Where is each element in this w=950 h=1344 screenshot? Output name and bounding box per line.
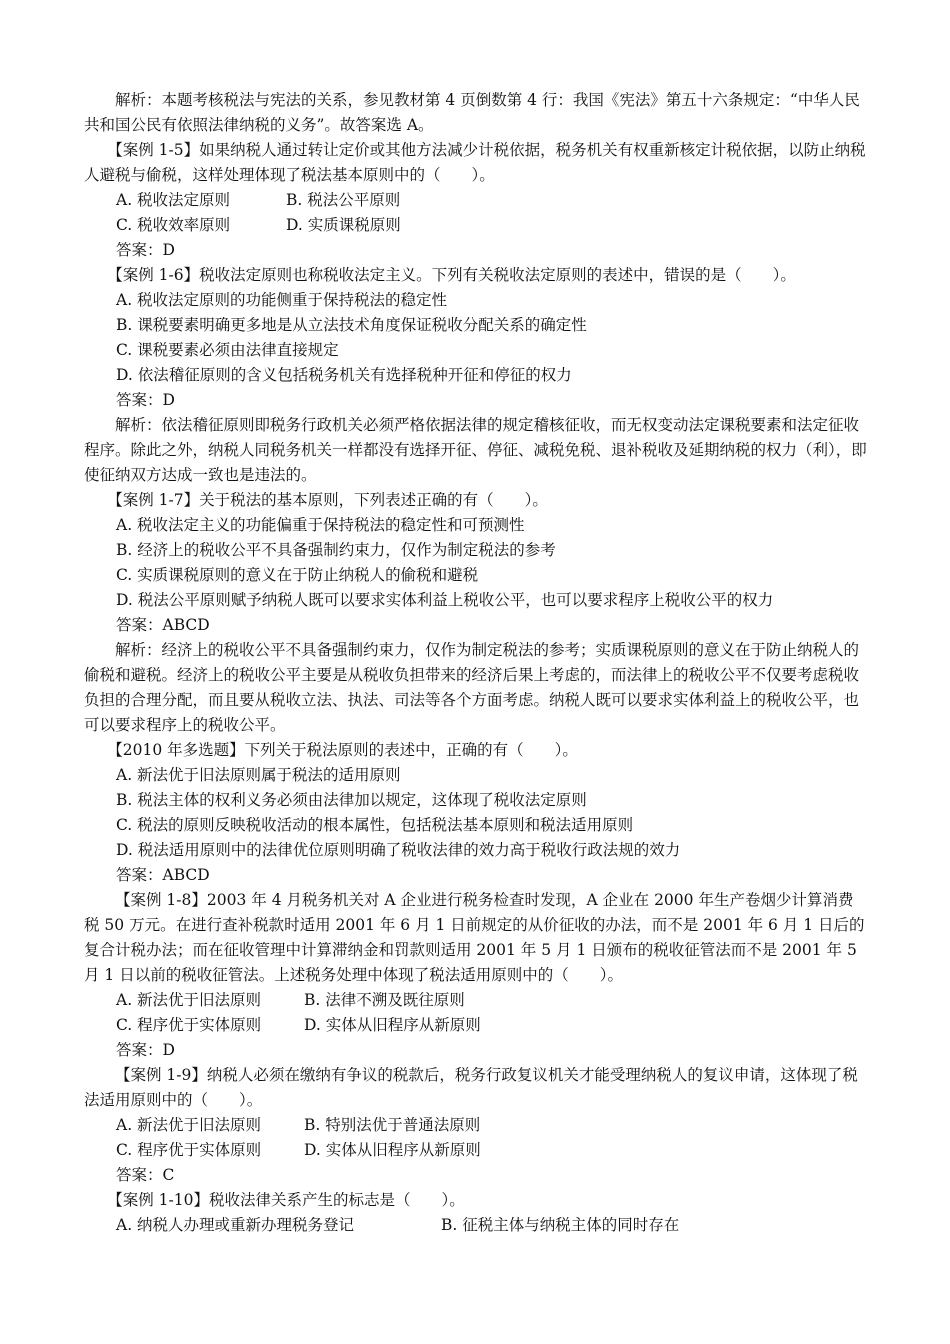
option-row (84, 1213, 868, 1238)
text-line: 答案：D (116, 241, 175, 259)
paragraph: 【2010 年多选题】下列关于税法原则的表述中，正确的有（ ）。 (107, 741, 578, 759)
option-row (84, 213, 868, 238)
text-line: A. 税收法定主义的功能偏重于保持税法的稳定性和可预测性 (116, 516, 525, 534)
text-line: A. 税收法定原则的功能侧重于保持税法的稳定性 (116, 291, 448, 309)
paragraph: 【案例 1-7】关于税法的基本原则，下列表述正确的有（ ）。 (107, 491, 548, 509)
option-row (84, 1138, 868, 1163)
option-text: C. 程序优于实体原则 (116, 1141, 262, 1159)
option-text: B. 特别法优于普通法原则 (304, 1116, 481, 1134)
paragraph: 【案例 1-5】如果纳税人通过转让定价或其他方法减少计税依据，税务机关有权重新核定计税依据，以防止纳税人避税与偷税，这样处理体现了税法基本原则中的（ ）。 (84, 141, 866, 184)
text-line: D. 依法稽征原则的含义包括税务机关有选择税种开征和停征的权力 (116, 366, 572, 384)
text-line: D. 税法适用原则中的法律优位原则明确了税收法律的效力高于税收行政法规的效力 (116, 841, 681, 859)
text-line: 答案：D (116, 391, 175, 409)
option-row (84, 988, 868, 1013)
option-text: D. 实体从旧程序从新原则 (304, 1016, 481, 1034)
text-line: 答案：ABCD (116, 616, 210, 634)
text-line: B. 经济上的税收公平不具备强制约束力，仅作为制定税法的参考 (116, 541, 556, 559)
text-line: 答案：ABCD (116, 866, 210, 884)
option-text: B. 税法公平原则 (286, 191, 401, 209)
paragraph: 解析：依法稽征原则即税务行政机关必须严格依据法律的规定稽核征收，而无权变动法定课税要素和法定征收程序。除此之外，纳税人同税务机关一样都没有选择开征、停征、减税免税、退补税收及延期纳税的权力（利），即使征纳双方达成一致也是违法的。 (84, 416, 867, 484)
option-row (84, 188, 868, 213)
text-line: C. 税法的原则反映税收活动的根本属性，包括税法基本原则和税法适用原则 (116, 816, 634, 834)
option-row (84, 1113, 868, 1138)
option-text: C. 程序优于实体原则 (116, 1016, 262, 1034)
option-text: D. 实质课税原则 (286, 216, 401, 234)
option-text: A. 新法优于旧法原则 (116, 1116, 262, 1134)
paragraph: 【案例 1-10】税收法律关系产生的标志是（ ）。 (107, 1191, 465, 1209)
paragraph: 【案例 1-9】纳税人必须在缴纳有争议的税款后，税务行政复议机关才能受理纳税人的复议申请，这体现了税法适用原则中的（ ）。 (84, 1066, 858, 1109)
text-line: A. 新法优于旧法原则属于税法的适用原则 (116, 766, 401, 784)
option-text: B. 法律不溯及既往原则 (304, 991, 465, 1009)
text-line: D. 税法公平原则赋予纳税人既可以要求实体利益上税收公平，也可以要求程序上税收公平的权力 (116, 591, 774, 609)
option-row (84, 1013, 868, 1038)
document-page (84, 88, 868, 1238)
paragraph: 解析：本题考核税法与宪法的关系，参见教材第 4 页倒数第 4 行：我国《宪法》第五十六条规定：“中华人民共和国公民有依照法律纳税的义务”。故答案选 A。 (84, 91, 860, 134)
paragraph: 解析：经济上的税收公平不具备强制约束力，仅作为制定税法的参考；实质课税原则的意义在于防止纳税人的偷税和避税。经济上的税收公平主要是从税收负担带来的经济后果上考虑的，而法律上的税收公平不仅要考虑税收负担的合理分配，而且要从税收立法、执法、司法等各个方面考虑。纳税人既可以要求实体利益上的税收公平，也可以要求程序上的税收公平。 (84, 641, 860, 734)
option-text: A. 税收法定原则 (116, 191, 231, 209)
text-line: 答案：D (116, 1041, 175, 1059)
paragraph: 【案例 1-8】2003 年 4 月税务机关对 A 企业进行税务检查时发现，A 企业在 2000 年生产卷烟少计算消费税 50 万元。在进行查补税款时适用 2001 年 6 月 1 日前规定的从价征收的办法，而不是 2001 年 6 月 1 日后的复合计税办法；而在征收管理中计算滞纳金和罚款则适用 2001 年 5 月 1 日颁布的税收征管法而不是 2001 年 5 月 1 日以前的税收征管法。上述税务处理中体现了税法适用原则中的（ ）。 (84, 891, 865, 984)
text-line: 答案：C (116, 1166, 175, 1184)
text-line: C. 实质课税原则的意义在于防止纳税人的偷税和避税 (116, 566, 479, 584)
option-text: B. 征税主体与纳税主体的同时存在 (441, 1216, 680, 1234)
text-line: B. 税法主体的权利义务必须由法律加以规定，这体现了税收法定原则 (116, 791, 587, 809)
option-text: D. 实体从旧程序从新原则 (304, 1141, 481, 1159)
text-line: B. 课税要素明确更多地是从立法技术角度保证税收分配关系的确定性 (116, 316, 587, 334)
option-text: A. 新法优于旧法原则 (116, 991, 262, 1009)
option-text: C. 税收效率原则 (116, 216, 231, 234)
option-text: A. 纳税人办理或重新办理税务登记 (116, 1216, 355, 1234)
text-line: C. 课税要素必须由法律直接规定 (116, 341, 339, 359)
paragraph: 【案例 1-6】税收法定原则也称税收法定主义。下列有关税收法定原则的表述中，错误的是（ ）。 (107, 266, 796, 284)
